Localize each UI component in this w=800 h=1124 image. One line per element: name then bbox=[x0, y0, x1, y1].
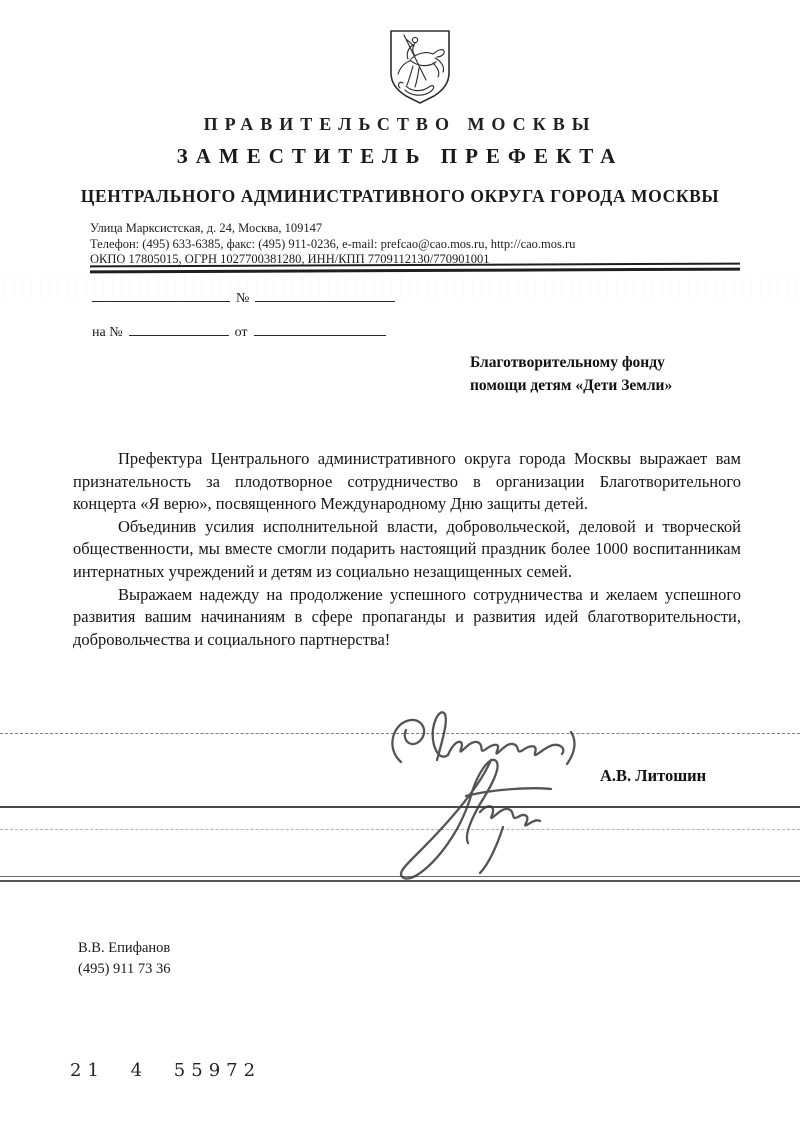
number-label: № bbox=[236, 291, 250, 306]
letter-body bbox=[73, 448, 741, 651]
moscow-coat-of-arms-icon bbox=[384, 26, 456, 106]
on-number-label: на № bbox=[92, 325, 123, 340]
on-number-blank-line bbox=[129, 322, 229, 336]
from-label: от bbox=[234, 325, 248, 340]
org-name: ПРАВИТЕЛЬСТВО МОСКВЫ bbox=[203, 114, 597, 134]
date-blank-line bbox=[92, 288, 230, 302]
ref-number-row bbox=[92, 288, 395, 307]
letterhead-contacts bbox=[90, 221, 730, 268]
office-title: ЗАМЕСТИТЕЛЬ ПРЕФЕКТА bbox=[176, 144, 624, 168]
from-blank-line bbox=[254, 322, 386, 336]
executor-name: В.В. Епифанов bbox=[78, 940, 171, 956]
paragraph-3: Выражаем надежду на продолжение успешного сотрудничества и желаем успешного развития вашим начинаниям в сфере пропаганды и развития идей благотворительности, добровольчества и социального партнерства! bbox=[73, 584, 741, 649]
addressee-line-1: Благотворительному фонду bbox=[470, 354, 665, 371]
ref-reply-row bbox=[92, 322, 386, 341]
handwritten-signature bbox=[383, 700, 598, 885]
addressee-block bbox=[470, 351, 672, 398]
address-line: Улица Марксистская, д. 24, Москва, 109147 bbox=[90, 221, 323, 235]
letterhead-divider bbox=[90, 263, 740, 274]
executor-phone: (495) 911 73 36 bbox=[78, 960, 171, 977]
phone-line: Телефон: (495) 633-6385, факс: (495) 911-0236, e-mail: prefcao@cao.mos.ru, http://cao.mos.ru bbox=[90, 236, 576, 251]
paragraph-2: Объединив усилия исполнительной власти, добровольческой, деловой и творческой общественности, мы вместе смогли подарить настоящий праздник более 1000 воспитанникам интернатных учреждений и детям из социально незащищенных семей. bbox=[73, 516, 741, 581]
office-subtitle: ЦЕНТРАЛЬНОГО АДМИНИСТРАТИВНОГО ОКРУГА ГОРОДА МОСКВЫ bbox=[80, 186, 720, 206]
registry-line: ОКПО 17805015, ОГРН 1027700381280, ИНН/КПП 7709112130/770901001 bbox=[90, 252, 490, 266]
document-code: 21 4 55972 bbox=[70, 1060, 262, 1081]
addressee-line-2: помощи детям «Дети Земли» bbox=[470, 377, 673, 395]
number-blank-line bbox=[255, 288, 395, 302]
executor-block bbox=[78, 938, 171, 979]
paragraph-1: Префектура Центрального административного округа города Москвы выражает вам признательность за плодотворное сотрудничество в организации Благотворительного концерта «Я верю», посвященного Международному Дню защиты детей. bbox=[73, 449, 741, 514]
signer-name: А.В. Литошин bbox=[600, 766, 707, 785]
